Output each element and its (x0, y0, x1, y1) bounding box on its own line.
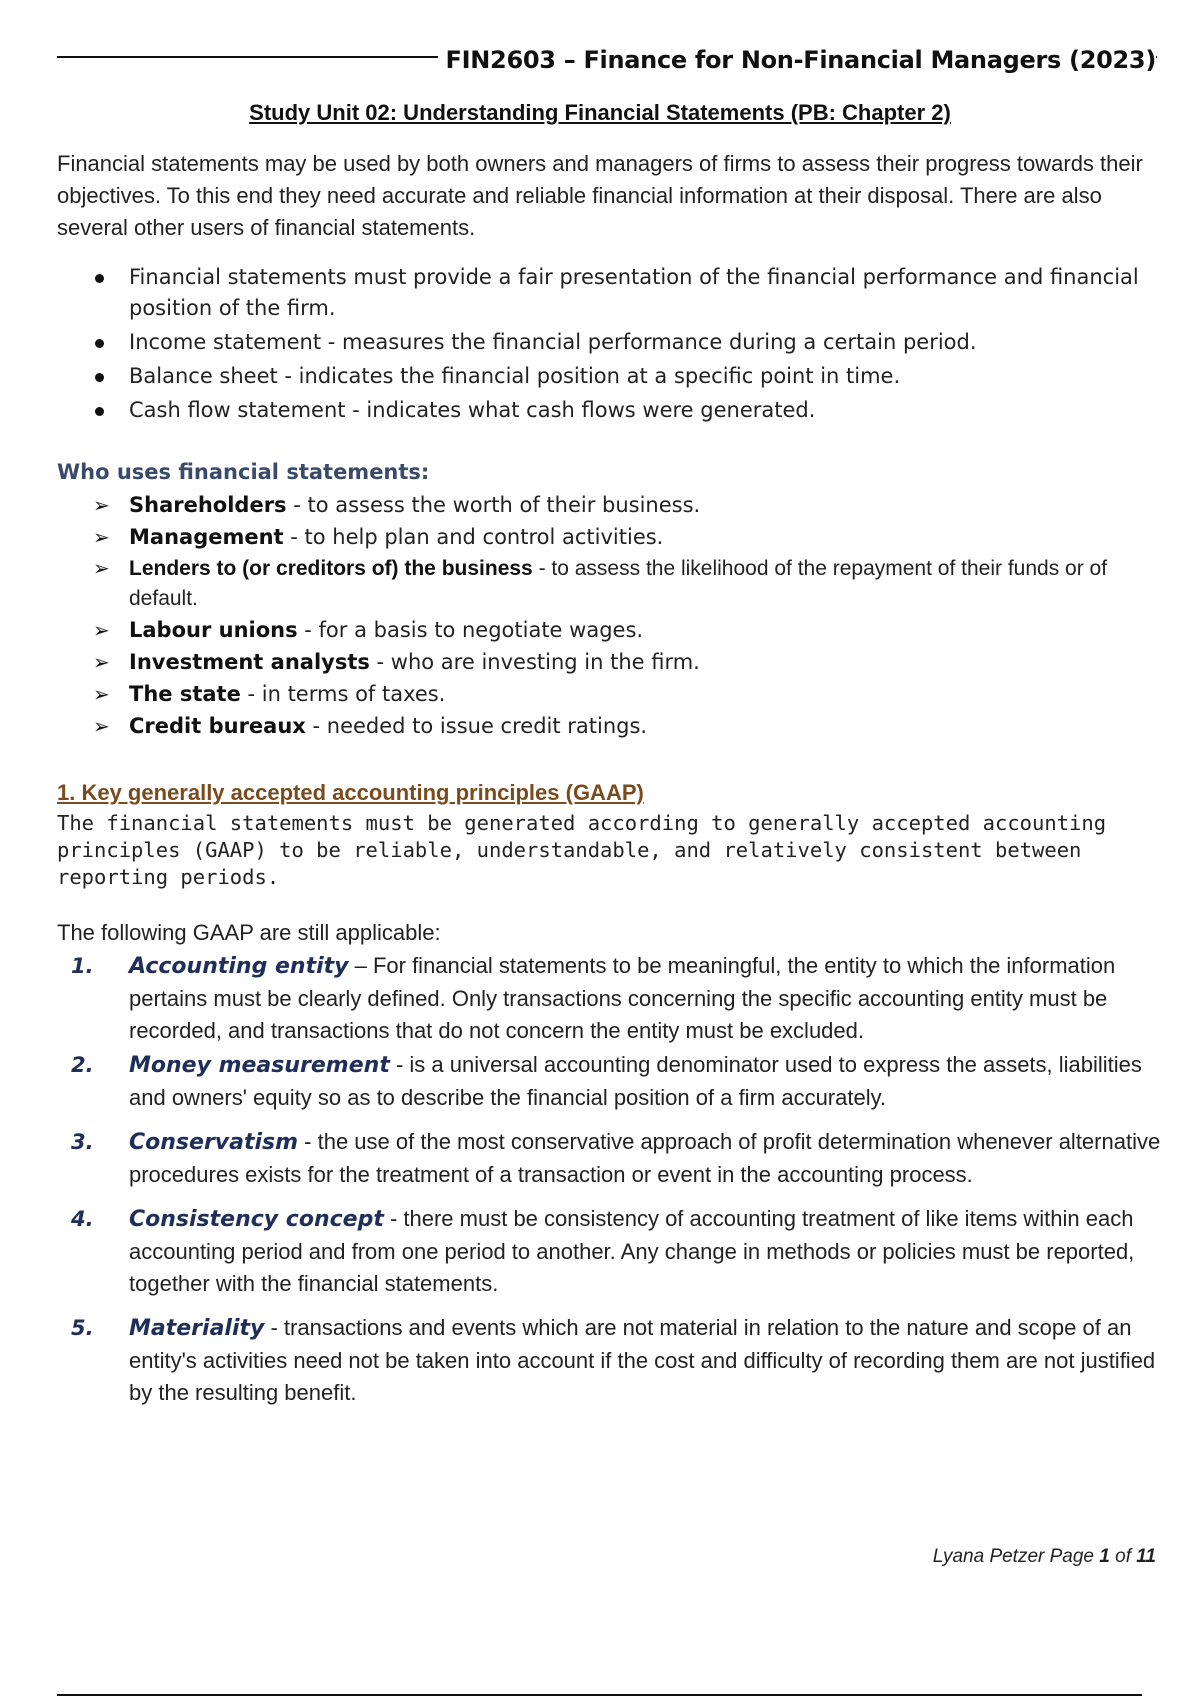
statement-bullet-list (57, 262, 1157, 429)
principle-item: 1. Accounting entity – For financial statements to be meaningful, the entity to which the information pertains must be clearly defined. Only transactions concerning the specific accounting entity must be recorded, and transactions that do not concern the entity must be excluded. (57, 950, 1167, 1047)
gaap-intro: The financial statements must be generated according to generally accepted accounting principles (GAAP) to be reliable, understandable, and relatively consistent between reporting periods. (57, 811, 1107, 889)
bullet-item: Financial statements must provide a fair presentation of the financial performance and financial position of the firm. (57, 262, 1157, 324)
principle-term: Materiality (129, 1316, 265, 1341)
unit-title: Study Unit 02: Understanding Financial Statements (PB: Chapter 2) (249, 100, 951, 125)
user-item: ➢ Labour unions - for a basis to negotiate wages. (57, 615, 1157, 646)
bottom-rule (57, 1694, 1142, 1696)
page-footer: Lyana Petzer Page 1 of 11 (932, 1546, 1156, 1567)
user-item: ➢ The state - in terms of taxes. (57, 679, 1157, 710)
principle-term: Conservatism (129, 1130, 299, 1155)
bullet-item: Income statement - measures the financial performance during a certain period. (57, 327, 1157, 358)
bullet-dot-icon (95, 339, 104, 348)
arrow-bullet-icon: ➢ (93, 714, 110, 738)
bullet-item: Balance sheet - indicates the financial position at a specific point in time. (57, 361, 1157, 392)
bullet-dot-icon (95, 274, 104, 283)
gaap-principles-list (57, 950, 1167, 1409)
arrow-bullet-icon: ➢ (93, 618, 110, 642)
intro-paragraph: Financial statements may be used by both owners and managers of firms to assess their progress towards their objectives. To this end they need accurate and reliable financial information at their disposal. There are also several other users of financial statements. (57, 151, 1143, 240)
page-total: 11 (1136, 1546, 1156, 1567)
users-list (57, 490, 1157, 743)
arrow-bullet-icon: ➢ (93, 558, 110, 580)
gaap-heading: 1. Key generally accepted accounting principles (GAAP) (57, 780, 644, 805)
bullet-dot-icon (95, 407, 104, 416)
principle-number: 5. (71, 1316, 94, 1340)
bullet-item: Cash flow statement - indicates what cash flows were generated. (57, 395, 1157, 426)
principle-item: 5. Materiality - transactions and events which are not material in relation to the nature and scope of an entity's activities need not be taken into account if the cost and difficulty of recording them are not justified by the resulting benefit. (57, 1312, 1167, 1409)
users-heading: Who uses financial statements: (57, 460, 430, 484)
bullet-dot-icon (95, 373, 104, 382)
principle-term: Accounting entity (129, 954, 349, 979)
user-item: ➢ Management - to help plan and control activities. (57, 522, 1157, 553)
principle-item: 2. Money measurement - is a universal accounting denominator used to express the assets, liabilities and owners' equity so as to describe the financial position of a firm accurately. (57, 1049, 1167, 1114)
principle-number: 2. (71, 1053, 94, 1077)
principle-term: Money measurement (129, 1053, 390, 1078)
principle-item: 3. Conservatism - the use of the most conservative approach of profit determination whenever alternative procedures exists for the treatment of a transaction or event in the accounting process. (57, 1126, 1167, 1191)
gaap-applicable-label: The following GAAP are still applicable: (57, 920, 441, 945)
arrow-bullet-icon: ➢ (93, 650, 110, 674)
user-item: ➢ Investment analysts - who are investing in the firm. (57, 647, 1157, 678)
principle-term: Consistency concept (129, 1207, 384, 1232)
course-title: FIN2603 – Finance for Non-Financial Managers (2023) (438, 46, 1156, 74)
page-number: 1 (1099, 1546, 1110, 1567)
arrow-bullet-icon: ➢ (93, 525, 110, 549)
user-item: ➢ Credit bureaux - needed to issue credit ratings. (57, 711, 1157, 742)
principle-item: 4. Consistency concept - there must be consistency of accounting treatment of like items within each accounting period and from one period to another. Any change in methods or policies must be reported, together with the financial statements. (57, 1203, 1167, 1300)
arrow-bullet-icon: ➢ (93, 682, 110, 706)
principle-number: 1. (71, 954, 94, 978)
principle-number: 4. (71, 1207, 94, 1231)
arrow-bullet-icon: ➢ (93, 493, 110, 517)
user-item: ➢ Lenders to (or creditors of) the business - to assess the likelihood of the repayment of their funds or of default. (57, 554, 1157, 614)
principle-number: 3. (71, 1130, 94, 1154)
user-item: ➢ Shareholders - to assess the worth of their business. (57, 490, 1157, 521)
